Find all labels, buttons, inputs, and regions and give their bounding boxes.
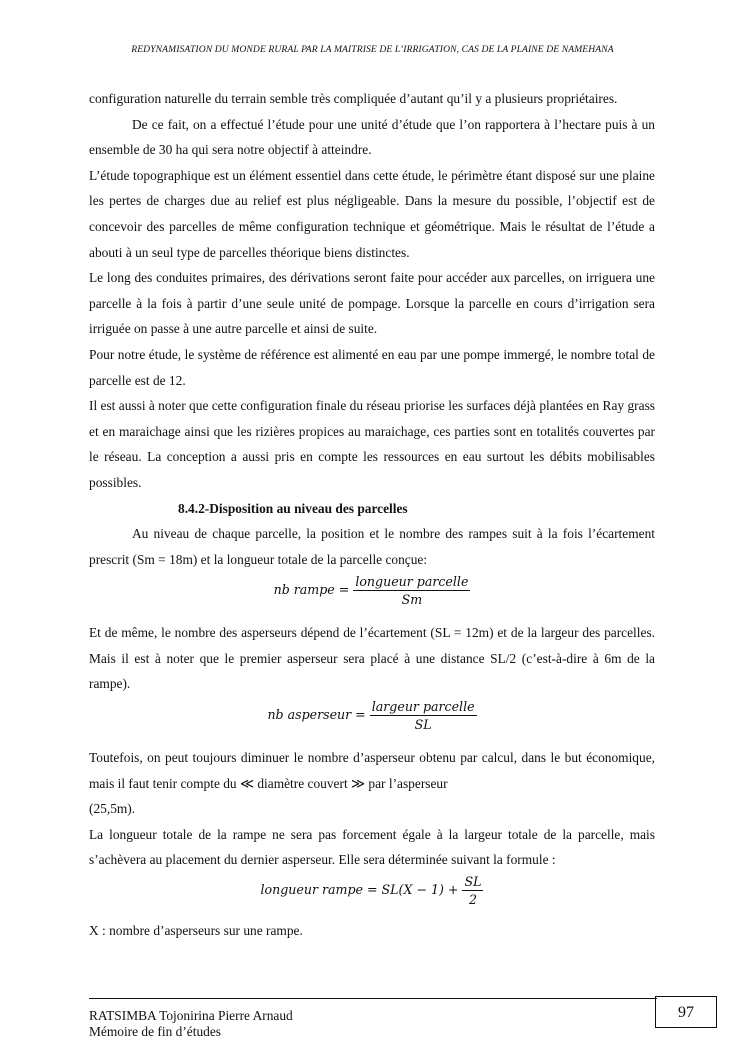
numerator: largeur parcelle bbox=[371, 699, 475, 715]
denominator: SL bbox=[414, 717, 432, 733]
paragraph: Et de même, le nombre des asperseurs dépend de l’écartement (SL = 12m) et de la largeur des parcelles. Mais il est à noter que le premier asperseur sera placé à une distance SL/2 (c’est-à-dire à 6m de la rampe). bbox=[89, 625, 655, 692]
paragraph: configuration naturelle du terrain semble très compliquée d’autant qu’il y a plusieurs propriétaires. bbox=[89, 91, 618, 106]
paragraph: Au niveau de chaque parcelle, la position et le nombre des rampes suit à la fois l’écartement prescrit (Sm = 18m) et la longueur totale de la parcelle conçue: bbox=[89, 526, 655, 567]
formula-lhs: nb asperseur = bbox=[267, 707, 366, 723]
paragraph: Le long des conduites primaires, des dérivations seront faite pour accéder aux parcelles, on irriguera une parcelle à la fois à partir d’une seule unité de pompage. Lorsque la parcelle en cours d’irrigation sera irriguée on passe à une autre parcelle et ainsi de suite. bbox=[89, 270, 655, 337]
footer-doc-type: Mémoire de fin d’études bbox=[89, 1024, 222, 1039]
paragraph: Toutefois, on peut toujours diminuer le nombre d’asperseur obtenu par calcul, dans le but économique, mais il faut tenir compte du ≪ diamètre couvert ≫ par l’asperseur bbox=[89, 750, 655, 791]
paragraph: De ce fait, on a effectué l’étude pour une unité d’étude que l’on rapportera à l’hectare puis à un ensemble de 30 ha qui sera notre objectif à atteindre. bbox=[89, 116, 655, 158]
numerator: SL bbox=[464, 874, 482, 890]
page-body bbox=[89, 86, 655, 944]
paragraph: Pour notre étude, le système de référence est alimenté en eau par une pompe immergé, le nombre total de parcelle est de 12. bbox=[89, 346, 655, 388]
section-heading: 8.4.2-Disposition au niveau des parcelles bbox=[178, 500, 408, 516]
footer-author: RATSIMBA Tojonirina Pierre Arnaud bbox=[89, 1008, 293, 1023]
fraction bbox=[353, 574, 470, 607]
numerator: longueur parcelle bbox=[355, 574, 469, 590]
formula-nb-rampe bbox=[89, 572, 655, 620]
formula-longueur-rampe bbox=[89, 873, 655, 918]
footer bbox=[89, 1008, 293, 1040]
denominator: 2 bbox=[468, 892, 477, 908]
formula-lhs: longueur rampe = SL(X − 1) + bbox=[260, 882, 459, 898]
denominator: Sm bbox=[401, 592, 423, 608]
paragraph: La longueur totale de la rampe ne sera pas forcement égale à la largeur totale de la parcelle, mais s’achèvera au placement du dernier asperseur. Elle sera déterminée suivant la formule : bbox=[89, 826, 655, 868]
page-number: 97 bbox=[655, 996, 717, 1028]
footer-divider bbox=[89, 998, 657, 999]
paragraph: Il est aussi à noter que cette configuration finale du réseau priorise les surfaces déjà plantées en Ray grass et en maraichage ainsi que les rizières propices au maraichage, ces parties sont en totalités couvertes par le réseau. La conception a aussi pris en compte les ressources en eau surtout les débits mobilisables possibles. bbox=[89, 398, 655, 490]
formula-nb-asperseur bbox=[89, 697, 655, 745]
running-header: REDYNAMISATION DU MONDE RURAL PAR LA MAITRISE DE L’IRRIGATION, CAS DE LA PLAINE DE NAMEHANA bbox=[131, 44, 614, 55]
formula-lhs: nb rampe = bbox=[273, 582, 350, 598]
paragraph: (25,5m). bbox=[89, 801, 136, 817]
paragraph: X : nombre d’asperseurs sur une rampe. bbox=[89, 923, 303, 939]
paragraph: L’étude topographique est un élément essentiel dans cette étude, le périmètre étant disposé sur une plaine les pertes de charges due au relief est plus négligeable. Dans la mesure du possible, l’objectif est de concevoir des parcelles de même configuration technique et géométrique. Mais le résultat de l’étude a abouti à un seul type de parcelles théorique biens distinctes. bbox=[89, 167, 655, 260]
fraction bbox=[370, 699, 477, 732]
fraction bbox=[462, 874, 483, 907]
